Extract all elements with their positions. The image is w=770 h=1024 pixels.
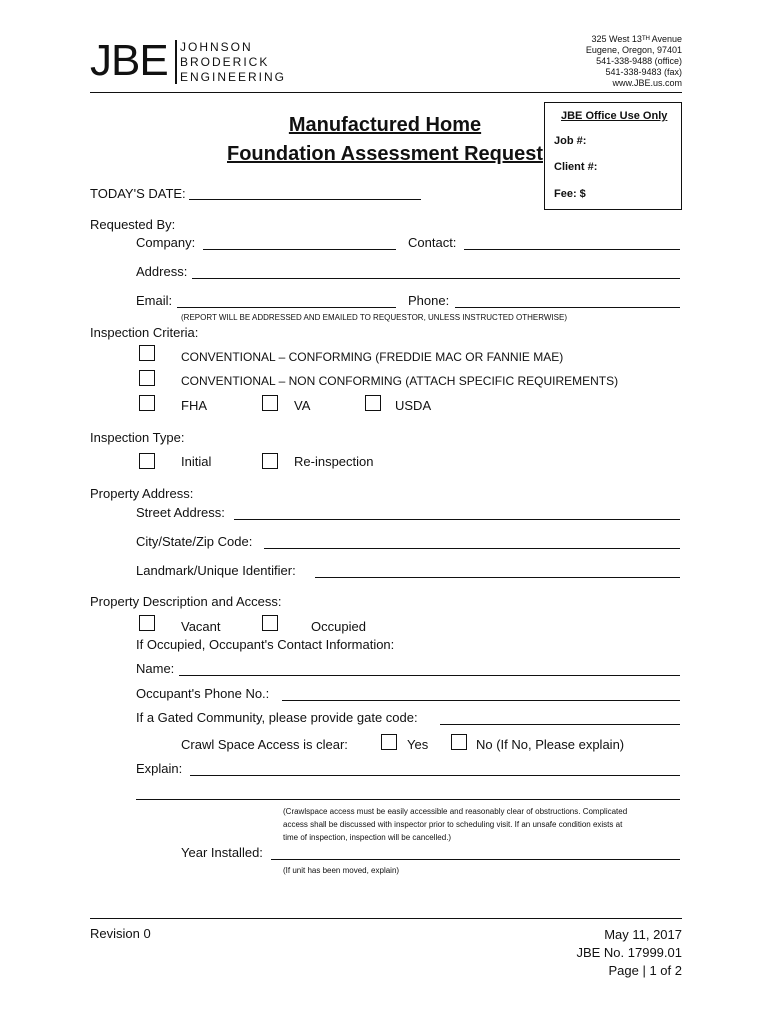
crawl-no-label: No (If No, Please explain) (476, 737, 625, 752)
reinspection-checkbox[interactable] (262, 453, 278, 469)
revision-label: Revision 0 (90, 926, 151, 941)
va-checkbox[interactable] (262, 395, 278, 411)
office-job-label: Job #: (554, 135, 587, 147)
name-field[interactable] (179, 675, 680, 676)
va-label: VA (294, 398, 311, 413)
footer-date: May 11, 2017 (604, 927, 682, 942)
company-logo-mark: JBE (90, 36, 168, 85)
property-description-heading: Property Description and Access: (90, 594, 282, 609)
form-title-line-2: Foundation Assessment Request (227, 143, 543, 165)
occupant-phone-label: Occupant's Phone No.: (136, 686, 270, 701)
explain-label: Explain: (136, 761, 183, 776)
requested-by-heading: Requested By: (90, 217, 176, 232)
reinspection-label: Re-inspection (294, 454, 374, 469)
office-use-heading: JBE Office Use Only (561, 110, 668, 122)
company-label: Company: (136, 235, 196, 250)
contact-field[interactable] (464, 249, 680, 250)
gate-code-field[interactable] (440, 724, 680, 725)
logo-divider (175, 40, 177, 84)
address-fax: 541-338-9483 (fax) (605, 67, 682, 77)
email-label: Email: (136, 293, 173, 308)
city-state-zip-label: City/State/Zip Code: (136, 534, 253, 549)
company-address (586, 34, 682, 89)
inspection-type-heading: Inspection Type: (90, 430, 185, 445)
footer-rule (90, 918, 682, 919)
company-field[interactable] (203, 249, 396, 250)
usda-checkbox[interactable] (365, 395, 381, 411)
usda-label: USDA (395, 398, 432, 413)
phone-field[interactable] (455, 307, 680, 308)
logo-line-3: ENGINEERING (180, 70, 287, 84)
conventional-conforming-label: CONVENTIONAL – CONFORMING (FREDDIE MAC OR FANNIE MAE) (181, 350, 564, 364)
address-city: Eugene, Oregon, 97401 (585, 45, 682, 55)
fha-label: FHA (181, 398, 207, 413)
explain-field-line-2[interactable] (136, 799, 680, 800)
initial-checkbox[interactable] (139, 453, 155, 469)
city-state-zip-field[interactable] (264, 548, 680, 549)
year-installed-label: Year Installed: (181, 845, 263, 860)
crawl-note-line-3: time of inspection, inspection will be cancelled.) (283, 833, 452, 842)
crawl-no-checkbox[interactable] (451, 734, 467, 750)
address-street: 325 West 13ᵀᴴ Avenue (591, 34, 682, 44)
conventional-conforming-checkbox[interactable] (139, 345, 155, 361)
fha-checkbox[interactable] (139, 395, 155, 411)
street-address-field[interactable] (234, 519, 680, 520)
office-fee-label: Fee: $ (554, 188, 586, 200)
form-title-line-1: Manufactured Home (288, 114, 482, 136)
address-field[interactable] (192, 278, 680, 279)
occupied-label: Occupied (311, 619, 366, 634)
header-rule (90, 92, 682, 93)
landmark-label: Landmark/Unique Identifier: (136, 563, 296, 578)
address-office-phone: 541-338-9488 (office) (596, 56, 682, 66)
occupant-phone-field[interactable] (282, 700, 680, 701)
office-client-label: Client #: (554, 161, 598, 173)
name-label: Name: (136, 661, 175, 676)
inspection-criteria-heading: Inspection Criteria: (90, 325, 199, 340)
moved-note: (If unit has been moved, explain) (283, 866, 400, 875)
address-website: www.JBE.us.com (612, 78, 682, 88)
footer-jbe-number: JBE No. 17999.01 (576, 945, 682, 960)
conventional-nonconforming-checkbox[interactable] (139, 370, 155, 386)
crawl-note-line-2: access shall be discussed with inspector prior to scheduling visit. If an unsafe condition exists at (283, 820, 623, 829)
logo-line-1: JOHNSON (180, 40, 253, 54)
vacant-checkbox[interactable] (139, 615, 155, 631)
email-field[interactable] (177, 307, 396, 308)
explain-field[interactable] (190, 775, 680, 776)
phone-label: Phone: (408, 293, 450, 308)
footer-page-number: Page | 1 of 2 (608, 963, 682, 978)
occupied-checkbox[interactable] (262, 615, 278, 631)
company-logo-name (180, 40, 286, 85)
occupant-info-heading: If Occupied, Occupant's Contact Information: (136, 637, 395, 652)
vacant-label: Vacant (181, 619, 221, 634)
address-label: Address: (136, 264, 188, 279)
crawl-yes-checkbox[interactable] (381, 734, 397, 750)
footer-document-info (576, 926, 682, 980)
crawl-space-note (283, 805, 627, 844)
todays-date-field[interactable] (189, 199, 421, 200)
office-use-box (544, 102, 682, 210)
crawl-yes-label: Yes (407, 737, 429, 752)
landmark-field[interactable] (315, 577, 680, 578)
report-note: (REPORT WILL BE ADDRESSED AND EMAILED TO REQUESTOR, UNLESS INSTRUCTED OTHERWISE) (181, 313, 568, 322)
street-address-label: Street Address: (136, 505, 225, 520)
property-address-heading: Property Address: (90, 486, 194, 501)
year-installed-field[interactable] (271, 859, 680, 860)
conventional-nonconforming-label: CONVENTIONAL – NON CONFORMING (ATTACH SPECIFIC REQUIREMENTS) (181, 374, 619, 388)
logo-line-2: BRODERICK (180, 55, 270, 69)
todays-date-label: TODAY'S DATE: (90, 186, 186, 201)
crawl-space-label: Crawl Space Access is clear: (181, 737, 348, 752)
crawl-note-line-1: (Crawlspace access must be easily accessible and reasonably clear of obstructions. Complicated (283, 807, 628, 816)
initial-label: Initial (181, 454, 212, 469)
gate-code-label: If a Gated Community, please provide gate code: (136, 710, 418, 725)
contact-label: Contact: (408, 235, 457, 250)
